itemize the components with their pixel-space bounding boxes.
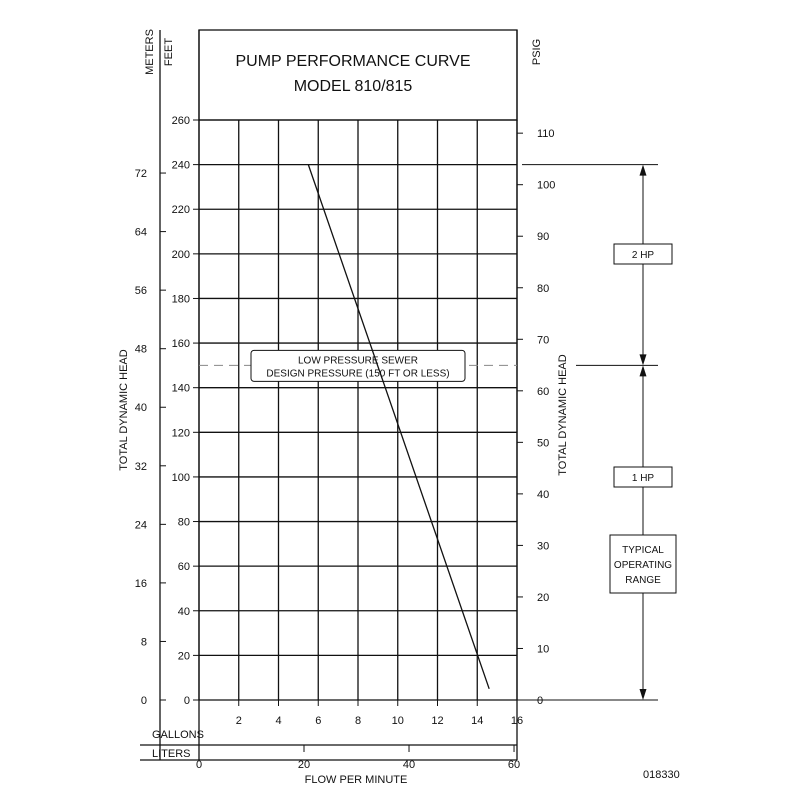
feet-tick-label: 140 [171, 382, 190, 395]
liters-tick-labels [196, 745, 520, 771]
feet-tick-label: 220 [171, 204, 190, 217]
meters-tick-labels [135, 168, 166, 707]
meters-tick-label: 16 [134, 577, 147, 590]
gallons-tick-label: 2 [235, 715, 242, 727]
psig-tick-label: 30 [537, 540, 550, 553]
liters-label: LITERS [152, 748, 191, 760]
feet-tick-label: 80 [177, 516, 190, 529]
meters-tick-label: 0 [140, 695, 147, 707]
psig-tick-label: 80 [537, 282, 550, 295]
meters-tick-label: 8 [140, 636, 147, 649]
feet-tick-label: 40 [177, 605, 190, 618]
meters-tick-label: 72 [134, 168, 147, 181]
design-pressure-line1: LOW PRESSURE SEWER [297, 355, 419, 367]
chart-subtitle: MODEL 810/815 [293, 78, 413, 95]
gallons-tick-labels [236, 700, 523, 727]
feet-tick-label: 260 [171, 115, 190, 127]
hp2-arrow-head-up [640, 165, 647, 176]
gallons-tick-label: 8 [354, 715, 362, 727]
meters-tick-label: 48 [134, 343, 147, 356]
psig-tick-label: 0 [537, 695, 544, 707]
meters-tick-label: 32 [134, 460, 147, 473]
liters-tick-label: 40 [402, 759, 416, 771]
typical-range-line3: RANGE [625, 575, 661, 586]
psig-tick-label: 10 [537, 643, 550, 656]
hp2-arrow-head-down [640, 354, 647, 365]
typical-range-line2: OPERATING [613, 560, 673, 571]
typical-range-line1: TYPICAL [622, 545, 664, 556]
hp1-arrow-head-down [640, 689, 647, 700]
liters-tick-label: 60 [507, 759, 521, 771]
gallons-label: GALLONS [152, 729, 204, 741]
meters-tick-label: 40 [134, 402, 147, 415]
psig-tick-label: 90 [537, 231, 550, 244]
psig-tick-label: 70 [537, 334, 550, 347]
feet-unit-label: FEET [163, 37, 175, 67]
feet-tick-label: 120 [171, 427, 190, 440]
feet-tick-label: 180 [171, 293, 190, 306]
feet-tick-label: 0 [183, 695, 190, 707]
meters-tick-label: 24 [134, 519, 147, 532]
title-box [199, 30, 517, 120]
psig-tick-labels [517, 128, 555, 707]
gallons-tick-label: 6 [315, 715, 322, 727]
hp1-label: 1 HP [631, 473, 655, 484]
feet-tick-label: 160 [171, 338, 190, 351]
hp2-label: 2 HP [631, 250, 655, 261]
meters-tick-label: 56 [134, 285, 147, 298]
gallons-tick-label: 14 [471, 715, 484, 727]
feet-tick-label: 200 [171, 248, 190, 261]
feet-tick-label: 60 [177, 561, 190, 574]
gallons-tick-label: 12 [431, 715, 444, 727]
gallons-tick-label: 10 [391, 715, 404, 727]
drawing-code: 018330 [643, 769, 680, 781]
psig-tick-label: 100 [537, 179, 556, 192]
gallons-tick-label: 4 [275, 715, 282, 727]
liters-tick-label: 0 [195, 759, 203, 771]
feet-tick-label: 20 [177, 650, 190, 663]
grid [199, 120, 517, 700]
design-pressure-line2: DESIGN PRESSURE (150 FT OR LESS) [266, 368, 450, 380]
psig-unit-label: PSIG [531, 38, 543, 66]
meters-unit-label: METERS [144, 29, 156, 75]
psig-tick-label: 20 [537, 591, 550, 604]
feet-tick-labels [172, 115, 199, 707]
feet-tick-label: 100 [171, 471, 190, 484]
psig-tick-label: 40 [537, 488, 550, 501]
left-y-axis-label: TOTAL DYNAMIC HEAD [118, 349, 130, 471]
psig-tick-label: 110 [537, 128, 555, 141]
hp1-arrow-head-up [640, 365, 647, 376]
gallons-tick-label: 16 [510, 715, 524, 727]
chart-title: PUMP PERFORMANCE CURVE [235, 53, 471, 70]
psig-tick-label: 50 [537, 437, 550, 450]
right-y-axis-label: TOTAL DYNAMIC HEAD [557, 354, 569, 476]
meters-tick-label: 64 [134, 226, 147, 239]
x-axis-label: FLOW PER MINUTE [304, 774, 408, 786]
liters-tick-label: 20 [297, 759, 311, 771]
feet-tick-label: 240 [171, 159, 190, 172]
psig-tick-label: 60 [537, 385, 550, 398]
